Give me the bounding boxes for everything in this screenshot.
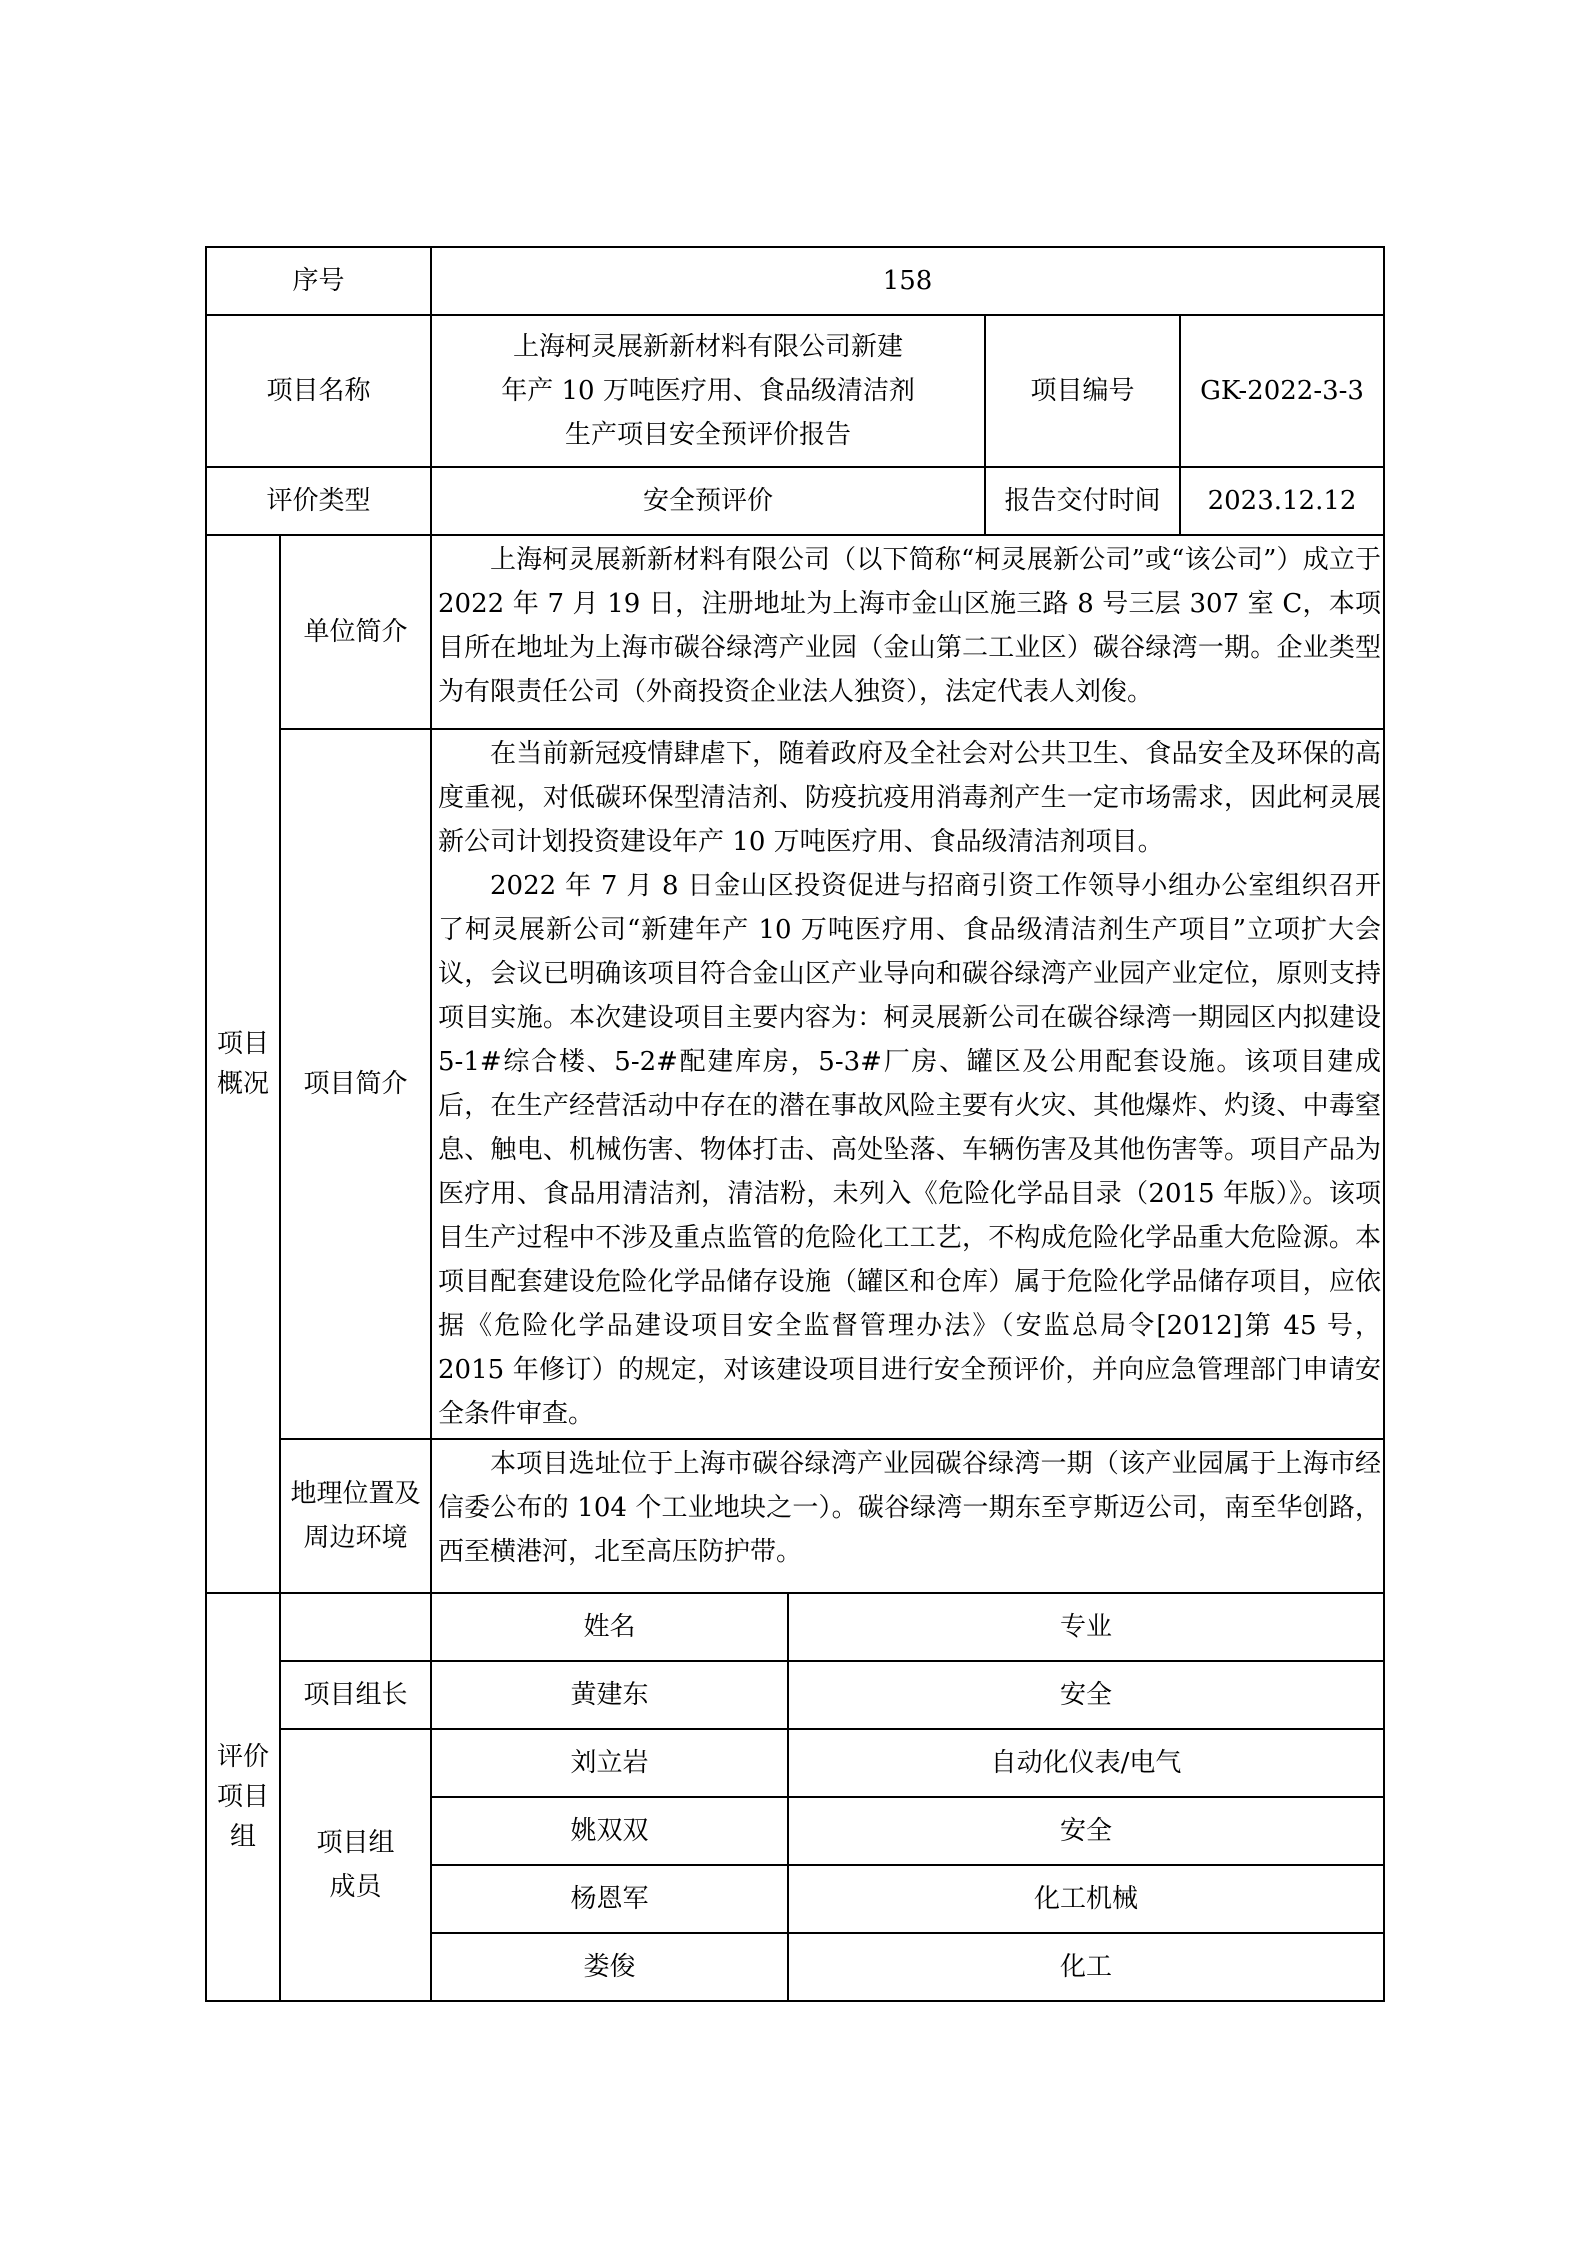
project-info-table	[205, 246, 1385, 2002]
team-label-line-3: 组	[229, 1822, 256, 1852]
team-col-name: 姓名	[431, 1593, 788, 1661]
team-header-row	[206, 1593, 1384, 1661]
team-col-major: 专业	[788, 1593, 1384, 1661]
unit-intro-text: 上海柯灵展新新材料有限公司（以下简称“柯灵展新公司”或“该公司”）成立于 2022 年 7 月 19 日，注册地址为上海市金山区施三路 8 号三层 307 室 C，本项目所在地址为上海市碳谷绿湾产业园（金山第二工业区）碳谷绿湾一期。企业类型为有限责任公司（外商投资企业法人独资），法定代表人刘俊。	[438, 545, 1382, 707]
team-members-label-line-1: 项目组	[316, 1828, 395, 1858]
location-label-line-2: 周边环境	[303, 1523, 408, 1553]
team-member-row	[206, 1729, 1384, 1797]
project-intro-paragraph-2: 2022 年 7 月 8 日金山区投资促进与招商引资工作领导小组办公室组织召开了柯灵展新公司“新建年产 10 万吨医疗用、食品级清洁剂生产项目”立项扩大会议，会议已明确该项目符合金山区产业导向和碳谷绿湾产业园产业定位，原则支持项目实施。本次建设项目主要内容为：柯灵展新公司在碳谷绿湾一期园区内拟建设 5-1#综合楼、5-2#配建库房，5-3#厂房、罐区及公用配套设施。该项目建成后，在生产经营活动中存在的潜在事故风险主要有火灾、其他爆炸、灼烫、中毒窒息、触电、机械伤害、物体打击、高处坠落、车辆伤害及其他伤害等。项目产品为医疗用、食品用清洁剂，清洁粉，未列入《危险化学品目录（2015 年版）》。该项目生产过程中不涉及重点监管的危险化工工艺，不构成危险化学品重大危险源。本项目配套建设危险化学品储存设施（罐区和仓库）属于危险化学品储存项目，应依据《危险化学品建设项目安全监督管理办法》（安监总局令[2012]第 45 号，2015 年修订）的规定，对该建设项目进行安全预评价，并向应急管理部门申请安全条件审查。	[438, 871, 1382, 1429]
delivery-date-value: 2023.12.12	[1180, 467, 1384, 535]
location-label	[280, 1439, 431, 1593]
unit-intro-label: 单位简介	[280, 535, 431, 729]
overview-label-line-2: 概况	[216, 1069, 269, 1099]
team-member-name: 刘立岩	[431, 1729, 788, 1797]
evaluation-type-label: 评价类型	[206, 467, 431, 535]
unit-intro-cell	[431, 535, 1384, 729]
unit-intro-row	[206, 535, 1384, 729]
team-label-line-1: 评价	[216, 1742, 269, 1772]
overview-label-line-1: 项目	[216, 1029, 269, 1059]
evaluation-row	[206, 467, 1384, 535]
team-member-major: 安全	[788, 1797, 1384, 1865]
project-intro-cell	[431, 729, 1384, 1439]
team-section-label	[206, 1593, 280, 2001]
evaluation-type-value: 安全预评价	[431, 467, 985, 535]
serial-row	[206, 247, 1384, 315]
delivery-date-label: 报告交付时间	[985, 467, 1180, 535]
project-code-value: GK-2022-3-3	[1180, 315, 1384, 467]
project-code-label: 项目编号	[985, 315, 1180, 467]
project-intro-row	[206, 729, 1384, 1439]
project-name-value	[431, 315, 985, 467]
team-leader-major: 安全	[788, 1661, 1384, 1729]
project-name-line-2: 年产 10 万吨医疗用、食品级清洁剂	[501, 376, 915, 406]
serial-value: 158	[431, 247, 1384, 315]
project-intro-paragraph-1: 在当前新冠疫情肆虐下，随着政府及全社会对公共卫生、食品安全及环保的高度重视，对低碳环保型清洁剂、防疫抗疫用消毒剂产生一定市场需求，因此柯灵展新公司计划投资建设年产 10 万吨医疗用、食品级清洁剂项目。	[438, 739, 1382, 857]
project-name-row	[206, 315, 1384, 467]
location-text: 本项目选址位于上海市碳谷绿湾产业园碳谷绿湾一期（该产业园属于上海市经信委公布的 104 个工业地块之一）。碳谷绿湾一期东至亨斯迈公司，南至华创路，西至横港河，北至高压防护带。	[438, 1449, 1382, 1567]
team-member-major: 化工	[788, 1933, 1384, 2001]
team-member-name: 姚双双	[431, 1797, 788, 1865]
team-leader-label: 项目组长	[280, 1661, 431, 1729]
team-member-major: 化工机械	[788, 1865, 1384, 1933]
team-leader-name: 黄建东	[431, 1661, 788, 1729]
location-row	[206, 1439, 1384, 1593]
serial-label: 序号	[206, 247, 431, 315]
team-leader-row	[206, 1661, 1384, 1729]
team-member-major: 自动化仪表/电气	[788, 1729, 1384, 1797]
location-label-line-1: 地理位置及	[290, 1479, 421, 1509]
team-member-name: 娄俊	[431, 1933, 788, 2001]
team-members-label-line-2: 成员	[329, 1872, 382, 1902]
project-name-label: 项目名称	[206, 315, 431, 467]
project-intro-label: 项目简介	[280, 729, 431, 1439]
team-member-name: 杨恩军	[431, 1865, 788, 1933]
overview-section-label	[206, 535, 280, 1593]
team-label-line-2: 项目	[216, 1782, 269, 1812]
project-name-line-1: 上海柯灵展新新材料有限公司新建	[513, 332, 904, 362]
team-members-label	[280, 1729, 431, 2001]
location-cell	[431, 1439, 1384, 1593]
team-header-empty	[280, 1593, 431, 1661]
project-name-line-3: 生产项目安全预评价报告	[565, 420, 852, 450]
